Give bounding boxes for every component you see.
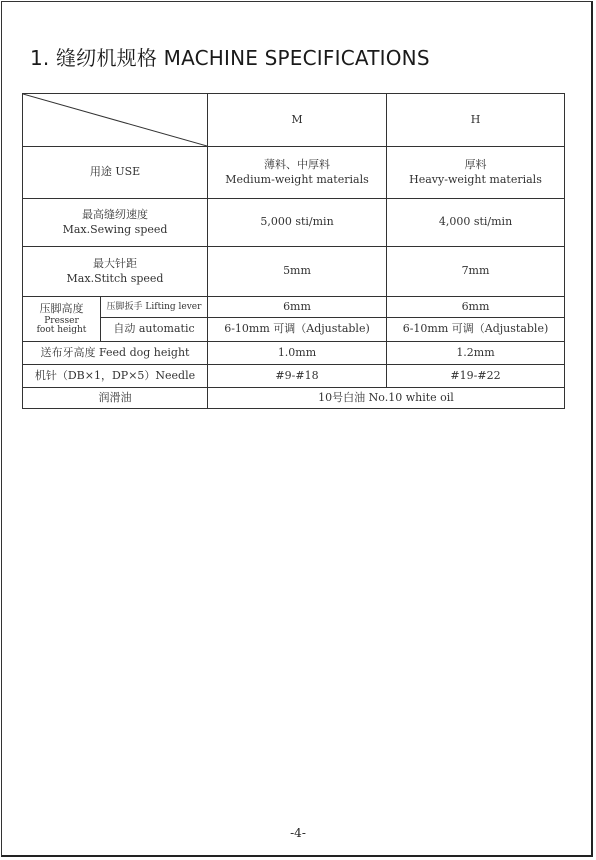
needle-m: #9-#18: [208, 365, 387, 388]
lever-h: 6mm: [387, 297, 565, 318]
max-speed-label-en: Max.Sewing speed: [62, 222, 168, 236]
diagonal-line: [23, 94, 207, 146]
presser-label-en-1: Presser: [44, 315, 79, 326]
row-label-stitch: [23, 247, 208, 297]
use-m-zh: 薄料、中厚料: [264, 157, 330, 171]
row-label-presser: [23, 297, 101, 342]
max-speed-h: 4,000 sti/min: [387, 199, 565, 247]
table-header-row: [23, 94, 565, 147]
page-number: -4-: [290, 826, 306, 840]
row-label-feed-dog: 送布牙高度 Feed dog height: [23, 342, 208, 365]
row-label-max-speed: [23, 199, 208, 247]
section-number: 1.: [30, 46, 50, 70]
auto-label: 自动 automatic: [101, 318, 208, 342]
use-m-cell: [208, 147, 387, 199]
table-row-use: [23, 147, 565, 199]
column-header-m: M: [208, 94, 387, 147]
table-row-oil: [23, 388, 565, 409]
stitch-label-zh: 最大针距: [93, 256, 137, 270]
stitch-label-en: Max.Stitch speed: [66, 271, 164, 285]
needle-h: #19-#22: [387, 365, 565, 388]
table-row-presser-auto: [23, 318, 565, 342]
table-row-feed-dog: [23, 342, 565, 365]
stitch-h: 7mm: [387, 247, 565, 297]
use-m-en: Medium-weight materials: [225, 172, 369, 186]
table-row-stitch: [23, 247, 565, 297]
oil-value: 10号白油 No.10 white oil: [208, 388, 565, 409]
lever-label: 压脚扳手 Lifting lever: [101, 297, 208, 318]
use-h-zh: 厚料: [464, 157, 487, 171]
title-chinese: 缝纫机规格: [56, 46, 158, 70]
table-row-presser-lever: [23, 297, 565, 318]
row-label-needle: 机针（DB×1，DP×5）Needle: [23, 365, 208, 388]
lever-m: 6mm: [208, 297, 387, 318]
presser-label-zh: 压脚高度: [39, 301, 84, 315]
row-label-use: 用途 USE: [23, 147, 208, 199]
use-h-cell: [387, 147, 565, 199]
row-label-oil: 润滑油: [23, 388, 208, 409]
title-english: MACHINE SPECIFICATIONS: [163, 46, 430, 70]
spec-table: [22, 93, 565, 409]
table-row-max-speed: [23, 199, 565, 247]
feed-dog-h: 1.2mm: [387, 342, 565, 365]
max-speed-label-zh: 最高缝纫速度: [82, 207, 148, 221]
stitch-m: 5mm: [208, 247, 387, 297]
diagonal-header-cell: [23, 94, 208, 147]
column-header-h: H: [387, 94, 565, 147]
feed-dog-m: 1.0mm: [208, 342, 387, 365]
page-title: [30, 42, 430, 71]
table-row-needle: [23, 365, 565, 388]
auto-m: 6-10mm 可调（Adjustable): [208, 318, 387, 342]
use-h-en: Heavy-weight materials: [409, 172, 542, 186]
max-speed-m: 5,000 sti/min: [208, 199, 387, 247]
auto-h: 6-10mm 可调（Adjustable): [387, 318, 565, 342]
presser-label-en-2: foot height: [36, 325, 87, 336]
